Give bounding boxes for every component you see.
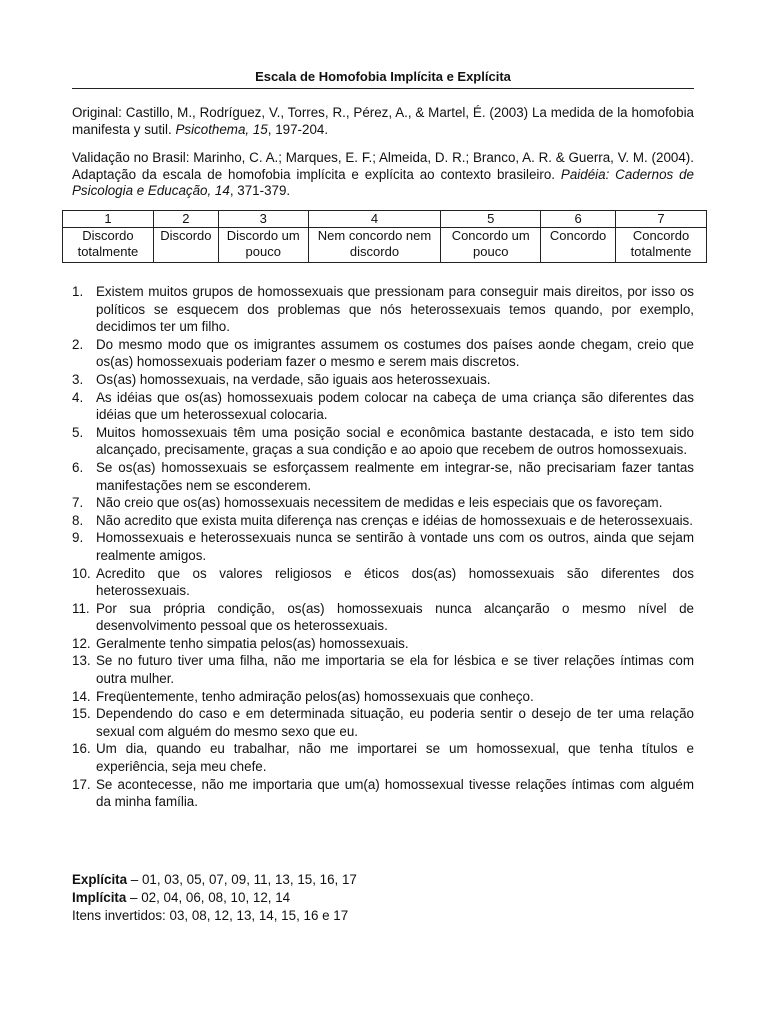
item-number: 10. bbox=[72, 565, 91, 581]
list-item bbox=[72, 600, 694, 635]
brazil-journal: Paidéia: Cadernos de Psicologia e Educação, 14 bbox=[72, 166, 694, 198]
list-item bbox=[72, 565, 694, 600]
item-number: 16. bbox=[72, 741, 91, 757]
item-text: Não acredito que exista muita diferença nas crenças e idéias de homossexuais e de heterossexuais. bbox=[96, 512, 693, 528]
inverted-items: Itens invertidos: 03, 08, 12, 13, 14, 15, 16 e 17 bbox=[72, 908, 349, 923]
brazil-reference-text: Validação no Brasil: Marinho, C. A.; Marques, E. F.; Almeida, D. R.; Branco, A. R. & Guerra, V. M. (2004). Adaptação da escala de homofobia implícita e explícita ao contexto brasileiro. bbox=[72, 150, 694, 182]
item-text: Existem muitos grupos de homossexuais que pressionam para conseguir mais direitos, por isso os políticos se esquecem dos problemas que nós heterossexuais temos quando, por exemplo, decidimos ter um filho. bbox=[96, 284, 694, 335]
scale-number: 7 bbox=[616, 211, 707, 228]
item-number: 3. bbox=[72, 371, 84, 387]
brazil-validation-reference bbox=[72, 150, 694, 200]
list-item bbox=[72, 688, 694, 706]
implicit-label: Implícita bbox=[72, 890, 127, 905]
item-text: Dependendo do caso e em determinada situação, eu poderia sentir o desejo de ter uma relação sexual com alguém do mesmo sexo que eu. bbox=[96, 706, 694, 739]
list-item bbox=[72, 635, 694, 653]
list-item bbox=[72, 389, 694, 424]
scale-label: Concordo bbox=[541, 228, 616, 263]
list-item bbox=[72, 705, 694, 740]
original-pages: , 197-204. bbox=[267, 121, 329, 137]
list-item bbox=[72, 336, 694, 371]
brazil-pages: , 371-379. bbox=[229, 183, 291, 198]
item-text: Geralmente tenho simpatia pelos(as) homossexuais. bbox=[96, 635, 409, 651]
item-text: Freqüentemente, tenho admiração pelos(as) homossexuais que conheço. bbox=[96, 688, 534, 704]
item-number: 12. bbox=[72, 635, 91, 651]
item-number: 14. bbox=[72, 688, 91, 704]
title-underline bbox=[72, 88, 694, 89]
item-text: Se os(as) homossexuais se esforçassem realmente em integrar-se, não precisariam fazer tantas manifestações nem se esconderem. bbox=[96, 459, 694, 493]
scale-number-row bbox=[63, 211, 707, 228]
item-text: Do mesmo modo que os imigrantes assumem os costumes dos países aonde chegam, creio que os(as) homossexuais poderiam fazer o mesmo e serem mais discretos. bbox=[96, 336, 694, 370]
item-number: 6. bbox=[72, 459, 84, 475]
scale-number: 2 bbox=[153, 211, 218, 228]
item-number: 2. bbox=[72, 336, 84, 352]
scale-label-row bbox=[63, 228, 707, 263]
item-list bbox=[72, 283, 694, 811]
item-text: Muitos homossexuais têm uma posição social e econômica bastante destacada, e isto tem sido alcançado, precisamente, graças a sua condição e ao apoio que recebem de outros homossexuais. bbox=[96, 424, 694, 458]
item-number: 13. bbox=[72, 653, 91, 669]
item-text: Os(as) homossexuais, na verdade, são iguais aos heterossexuais. bbox=[96, 371, 491, 387]
item-number: 5. bbox=[72, 424, 84, 440]
item-text: As idéias que os(as) homossexuais podem colocar na cabeça de uma criança são diferentes das idéias que um heterossexual colocaria. bbox=[96, 389, 694, 423]
scoring-summary bbox=[72, 871, 694, 925]
list-item bbox=[72, 652, 694, 687]
item-number: 15. bbox=[72, 706, 91, 722]
list-item bbox=[72, 371, 694, 389]
list-item bbox=[72, 529, 694, 564]
original-reference bbox=[72, 105, 694, 138]
item-text: Se acontecesse, não me importaria que um(a) homossexual tivesse relações íntimas com alguém da minha família. bbox=[96, 776, 694, 810]
scale-label: Discordo bbox=[153, 228, 218, 263]
item-text: Um dia, quando eu trabalhar, não me importarei se um homossexual, que tenha títulos e experiência, seja meu chefe. bbox=[96, 741, 694, 775]
item-number: 1. bbox=[72, 284, 84, 299]
implicit-scoring bbox=[72, 889, 694, 907]
scale-label: Concordo um pouco bbox=[441, 228, 541, 263]
scale-label: Discordo totalmente bbox=[63, 228, 154, 263]
scale-label: Concordo totalmente bbox=[616, 228, 707, 263]
list-item bbox=[72, 740, 694, 775]
item-text: Homossexuais e heterossexuais nunca se sentirão à vontade uns com os outros, ainda que sejam realmente amigos. bbox=[96, 530, 694, 563]
item-text: Acredito que os valores religiosos e éticos dos(as) homossexuais são diferentes dos heterossexuais. bbox=[96, 565, 694, 599]
list-item bbox=[72, 776, 694, 811]
item-number: 7. bbox=[72, 495, 84, 511]
list-item bbox=[72, 283, 694, 336]
item-number: 17. bbox=[72, 776, 91, 792]
scale-label: Discordo um pouco bbox=[218, 228, 308, 263]
document-title: Escala de Homofobia Implícita e Explícita bbox=[255, 69, 511, 84]
item-number: 8. bbox=[72, 512, 84, 528]
item-text: Não creio que os(as) homossexuais necessitem de medidas e leis especiais que os favoreçam. bbox=[96, 495, 663, 511]
item-number: 11. bbox=[72, 600, 90, 616]
likert-scale-table bbox=[62, 210, 707, 263]
scale-number: 1 bbox=[63, 211, 154, 228]
list-item bbox=[72, 494, 694, 512]
item-number: 9. bbox=[72, 530, 84, 546]
explicit-scoring bbox=[72, 871, 694, 889]
scale-number: 5 bbox=[441, 211, 541, 228]
item-text: Se no futuro tiver uma filha, não me importaria se ela for lésbica e se tiver relações íntimas com outra mulher. bbox=[96, 653, 694, 687]
list-item bbox=[72, 424, 694, 459]
scale-number: 3 bbox=[218, 211, 308, 228]
scale-number: 4 bbox=[308, 211, 441, 228]
original-reference-text: Original: Castillo, M., Rodríguez, V., Torres, R., Pérez, A., & Martel, É. (2003) La medida de la homofobia manifesta y sutil. bbox=[72, 105, 694, 137]
original-journal: Psicothema, 15 bbox=[175, 121, 268, 137]
list-item bbox=[72, 459, 694, 494]
implicit-items: – 02, 04, 06, 08, 10, 12, 14 bbox=[126, 890, 291, 905]
list-item bbox=[72, 512, 694, 530]
item-text: Por sua própria condição, os(as) homossexuais nunca alcançarão o mesmo nível de desenvolvimento pessoal que os heterossexuais. bbox=[96, 600, 694, 634]
explicit-items: – 01, 03, 05, 07, 09, 11, 13, 15, 16, 17 bbox=[127, 872, 357, 887]
scale-label: Nem concordo nem discordo bbox=[308, 228, 441, 263]
scale-number: 6 bbox=[541, 211, 616, 228]
item-number: 4. bbox=[72, 389, 84, 405]
explicit-label: Explícita bbox=[72, 872, 128, 887]
